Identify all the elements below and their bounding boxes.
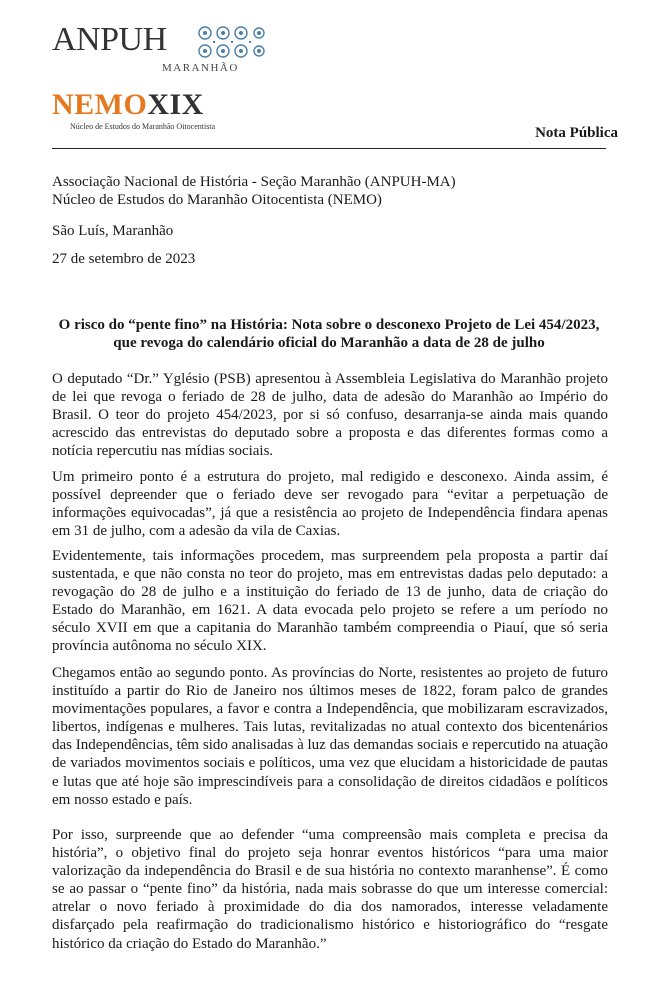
paragraph-3: Evidentemente, tais informações procedem, mas surpreendem pela proposta a partir daí sustentada, e que não consta no teor do projeto, mas em entrevistas dadas pelo deputado: a revogação do 28 de julho e a instituição do feriado de 13 de junho, data de criação do Estado do Maranhão, em 1621. A data evocada pelo projeto se refere a um período no século XVII em que a capitania do Maranhão também compreendia o Piauí, que só seria província autônoma no século XIX. <box>52 548 608 655</box>
anpuh-wordmark: ANPUH <box>52 21 167 58</box>
nemo-logo <box>52 88 272 136</box>
sender-place: São Luís, Maranhão <box>52 223 174 239</box>
sender-org-anpuh: Associação Nacional de História - Seção Maranhão (ANPUH-MA) <box>52 174 456 190</box>
nemo-subtitle: Núcleo de Estudos do Maranhão Oitocentista <box>70 122 216 131</box>
azulejo-tile-icon <box>192 24 266 60</box>
nota-publica-label: Nota Pública <box>535 125 618 141</box>
title-line-1: O risco do “pente fino” na História: Nota sobre o desconexo Projeto de Lei 454/2023, <box>58 317 600 333</box>
paragraph-5: Por isso, surpreende que ao defender “uma compreensão mais completa e precisa da história”, o objetivo final do projeto seja honrar eventos históricos “para uma maior valorização da independência do Brasil e de sua história no contexto maranhense”. É como se ao passar o “pente fino” da história, nada mais sobrasse do que um interesse comercial: atrelar o novo feriado à proximidade do dia dos namorados, interesse veladamente disfarçado pela reafirmação do tradicionalismo histórico e historiográfico do “resgate histórico da criação do Estado do Maranhão.” <box>52 827 608 952</box>
header-divider <box>52 148 606 149</box>
document-title <box>40 316 618 352</box>
nemo-wordmark <box>52 88 204 122</box>
sender-org-nemo: Núcleo de Estudos do Maranhão Oitocentista (NEMO) <box>52 192 382 208</box>
nemo-wordmark-a: NEMO <box>52 88 148 121</box>
title-line-2: que revoga do calendário oficial do Maranhão a data de 28 de julho <box>113 335 545 351</box>
paragraph-2: Um primeiro ponto é a estrutura do projeto, mal redigido e desconexo. Ainda assim, é possível depreender que o feriado deve ser revogado para “evitar a perpetuação de informações equivocadas”, já que a resistência ao projeto de Independência findara apenas em 31 de julho, com a adesão da vila de Caxias. <box>52 469 608 540</box>
anpuh-logo <box>52 22 252 82</box>
paragraph-1: O deputado “Dr.” Yglésio (PSB) apresentou à Assembleia Legislativa do Maranhão projeto de lei que revoga o feriado de 28 de julho, data de adesão do Maranhão ao Império do Brasil. O teor do projeto 454/2023, por si só confuso, desarranja-se ainda mais quando acrescido das entrevistas do deputado sobre a proposta e das diferentes formas como a notícia repercutiu nas mídias sociais. <box>52 371 608 460</box>
sender-date: 27 de setembro de 2023 <box>52 251 196 267</box>
nemo-wordmark-b: XIX <box>147 88 204 121</box>
anpuh-section-label: MARANHÃO <box>162 62 239 74</box>
paragraph-4: Chegamos então ao segundo ponto. As províncias do Norte, resistentes ao projeto de futuro instituído a partir do Rio de Janeiro nos últimos meses de 1822, foram palco de grandes movimentações populares, a favor e contra a Independência, que mobilizaram escravizados, libertos, indígenas e mulheres. Tais lutas, revitalizadas no atual contexto dos bicentenários das Independências, têm sido analisadas à luz das demandas sociais e repercutido na atuação de variados movimentos sociais e políticos, uma vez que elucidam a historicidade de pautas e lutas que até hoje são imprescindíveis para a consolidação de direitos cidadãos e políticos em nosso estado e país. <box>52 665 608 808</box>
